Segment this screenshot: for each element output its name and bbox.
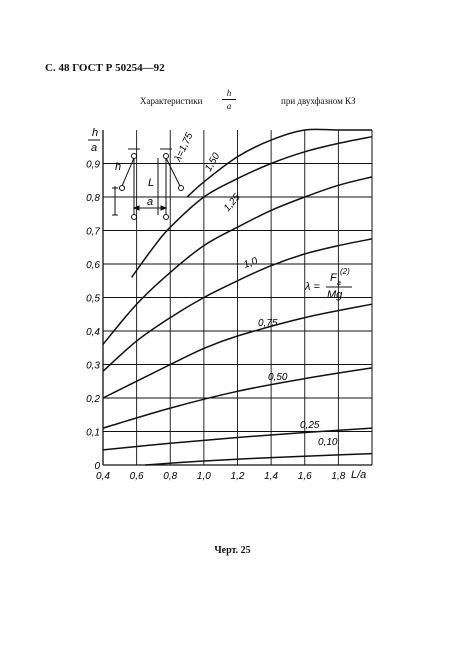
schematic-left-bottom-node	[132, 215, 137, 220]
figure-label: Черт. 25	[214, 545, 251, 556]
curve-label-2: 0,50	[268, 372, 288, 383]
y-tick-label-9: 0,9	[86, 159, 100, 171]
y-tick-label-4: 0,4	[86, 327, 100, 338]
schematic-left-swing-node	[120, 186, 125, 191]
lambda-num-sup: (2)	[340, 267, 350, 276]
curve-label-3: 0,75	[258, 318, 278, 329]
y-tick-label-8: 0,8	[86, 193, 100, 204]
lambda-eq: λ =	[305, 281, 320, 293]
curve-label-1: 0,25	[300, 420, 320, 431]
schematic-right-swing-node	[179, 186, 184, 191]
x-tick-label-7: 1,8	[331, 471, 346, 482]
x-tick-label-6: 1,6	[297, 471, 312, 482]
y-tick-label-1: 0,1	[86, 427, 100, 439]
caption-frac-den: a	[226, 101, 232, 111]
schematic-left-top-node	[132, 154, 137, 159]
lambda-num: F	[330, 272, 337, 284]
caption-prefix: Характеристики	[140, 96, 203, 106]
caption-suffix: при двухфазном КЗ	[281, 96, 356, 106]
lambda-den: Mg	[327, 289, 343, 301]
schematic-a-arrow-left	[134, 206, 139, 210]
y-axis-label-num: h	[92, 127, 99, 139]
chart-ticks	[86, 160, 346, 483]
schematic-right-top-node	[164, 154, 169, 159]
schematic-left-wire-swing	[122, 158, 134, 186]
x-tick-label-2: 0,8	[163, 471, 178, 482]
page-header: С. 48 ГОСТ Р 50254—92	[45, 62, 165, 74]
x-tick-label-1: 0,6	[129, 471, 144, 482]
y-tick-label-5: 0,5	[86, 293, 100, 305]
schematic-right-wire-swing	[166, 158, 180, 186]
curve-label-6: 1,50	[203, 151, 223, 174]
curve-label-7: λ=1,75	[172, 131, 196, 164]
y-tick-label-7: 0,7	[86, 226, 100, 238]
y-tick-label-0: 0	[94, 461, 100, 472]
schematic-a-arrow-right	[161, 206, 166, 210]
lambda-formula	[304, 267, 352, 301]
curve-label-0: 0,10	[318, 437, 338, 448]
x-tick-label-0: 0,4	[96, 471, 110, 482]
x-tick-label-3: 1,0	[196, 471, 211, 482]
schematic-right-bottom-node	[164, 215, 169, 220]
caption-frac-num: h	[226, 88, 232, 98]
y-tick-label-2: 0,2	[86, 394, 100, 405]
lambda-num-sub: a	[337, 280, 341, 287]
schematic-h-label: h	[115, 161, 122, 173]
curve-label-5: 1,25	[221, 191, 243, 214]
schematic-L-label: L	[148, 177, 155, 189]
y-tick-label-3: 0,3	[86, 360, 100, 372]
y-axis-label-den: a	[91, 142, 98, 154]
x-tick-label-5: 1,4	[264, 471, 279, 482]
x-tick-label-4: 1,2	[230, 471, 245, 482]
curve-label-4: 1,0	[242, 255, 260, 271]
x-axis-label: L/a	[351, 469, 367, 481]
y-tick-label-6: 0,6	[86, 260, 100, 271]
schematic-a-label: a	[147, 196, 154, 208]
